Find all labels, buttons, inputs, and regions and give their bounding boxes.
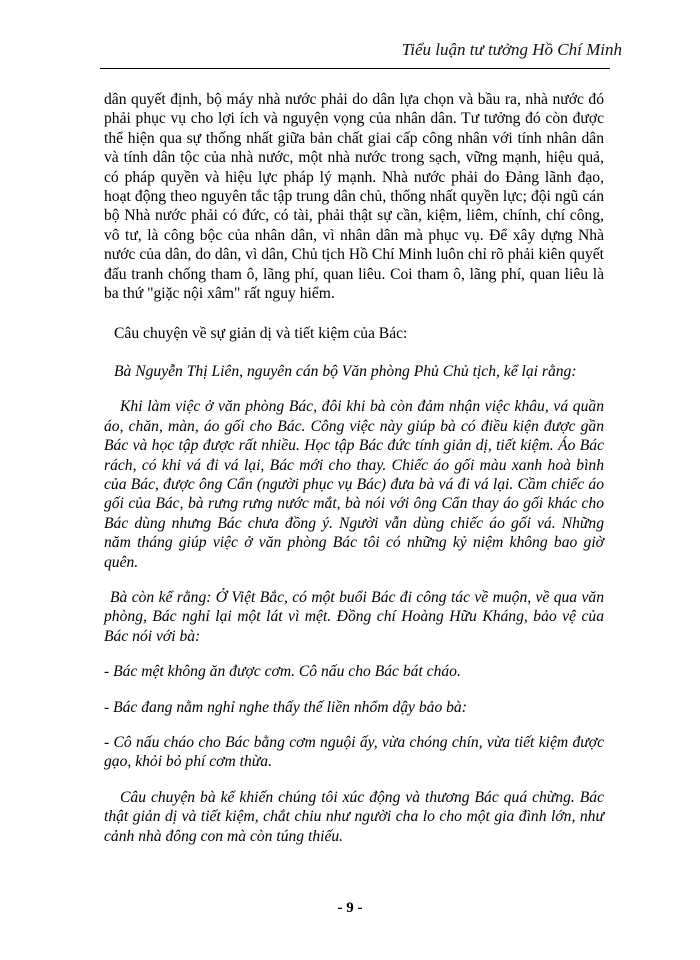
section-title: Câu chuyện về sự giản dị và tiết kiệm của Bác: <box>114 325 408 343</box>
page-body <box>104 90 604 846</box>
intro-paragraph: dân quyết định, bộ máy nhà nước phải do dân lựa chọn và bầu ra, nhà nước đó phải phục vụ cho lợi ích và nguyện vọng của nhân dân. Tư tưởng đó còn được thể hiện qua sự thống nhất giữa bản chất giai cấp công nhân với tính nhân dân và tính dân tộc của nhà nước, một nhà nước trong sạch, vững mạnh, hiệu quả, có pháp quyền và hiệu lực pháp lý mạnh. Nhà nước phải do Đảng lãnh đạo, hoạt động theo nguyên tắc tập trung dân chủ, thống nhất quyền lực; đội ngũ cán bộ Nhà nước phải có đức, có tài, phải thật sự cần, kiệm, liêm, chính, chí công, vô tư, là công bộc của nhân dân, vì nhân dân mà phục vụ. Để xây dựng Nhà nước của dân, do dân, vì dân, Chủ tịch Hồ Chí Minh luôn chỉ rõ phải kiên quyết đấu tranh chống tham ô, lãng phí, quan liêu. Coi tham ô, lãng phí, quan liêu là ba thứ "giặc nội xâm" rất nguy hiểm. <box>104 91 604 303</box>
running-header: Tiểu luận tư tưởng Hồ Chí Minh <box>401 40 622 59</box>
narrator-intro: Bà Nguyễn Thị Liên, nguyên cán bộ Văn phòng Phủ Chủ tịch, kể lại rằng: <box>114 362 577 380</box>
dialogue-line-1: - Bác mệt không ăn được cơm. Cô nấu cho Bác bát cháo. <box>104 663 461 681</box>
page-number: - 9 - <box>337 900 363 916</box>
story-paragraph-2: Bà còn kể rằng: Ở Việt Bắc, có một buổi Bác đi công tác về muộn, về qua văn phòng, Bác nghỉ lại một lát vì mệt. Đồng chí Hoàng Hữu Kháng, bảo vệ của Bác nói với bà: <box>104 588 604 645</box>
header-rule <box>100 68 610 69</box>
dialogue-line-2: - Bác đang nằm nghỉ nghe thấy thế liền nhổm dậy bảo bà: <box>104 698 467 716</box>
closing-paragraph: Câu chuyện bà kể khiến chúng tôi xúc động và thương Bác quá chừng. Bác thật giản dị và tiết kiệm, chắt chiu như người cha lo cho một gia đình lớn, như cảnh nhà đông con mà còn túng thiếu. <box>104 788 604 845</box>
story-paragraph-1: Khi làm việc ở văn phòng Bác, đôi khi bà còn đảm nhận việc khâu, vá quần áo, chăn, màn, áo gối cho Bác. Công việc này giúp bà có điều kiện được gần Bác và học tập được rất nhiều. Học tập Bác đức tính giản dị, tiết kiệm. Áo Bác rách, có khi vá đi vá lại, Bác mới cho thay. Chiếc áo gối màu xanh hoà bình của Bác, được ông Cẩn (người phục vụ Bác) đưa bà vá đi vá lại. Cầm chiếc áo gối của Bác, bà rưng rưng nước mắt, bà nói với ông Cẩn thay áo gối khác cho Bác dùng nhưng Bác chưa đồng ý. Người vẫn dùng chiếc áo gối vá. Những năm tháng giúp việc ở văn phòng Bác tôi có những kỷ niệm không bao giờ quên. <box>104 398 604 571</box>
dialogue-line-3: - Cô nấu cháo cho Bác bằng cơm nguội ấy, vừa chóng chín, vừa tiết kiệm được gạo, khỏi bỏ phí cơm thừa. <box>104 733 604 771</box>
